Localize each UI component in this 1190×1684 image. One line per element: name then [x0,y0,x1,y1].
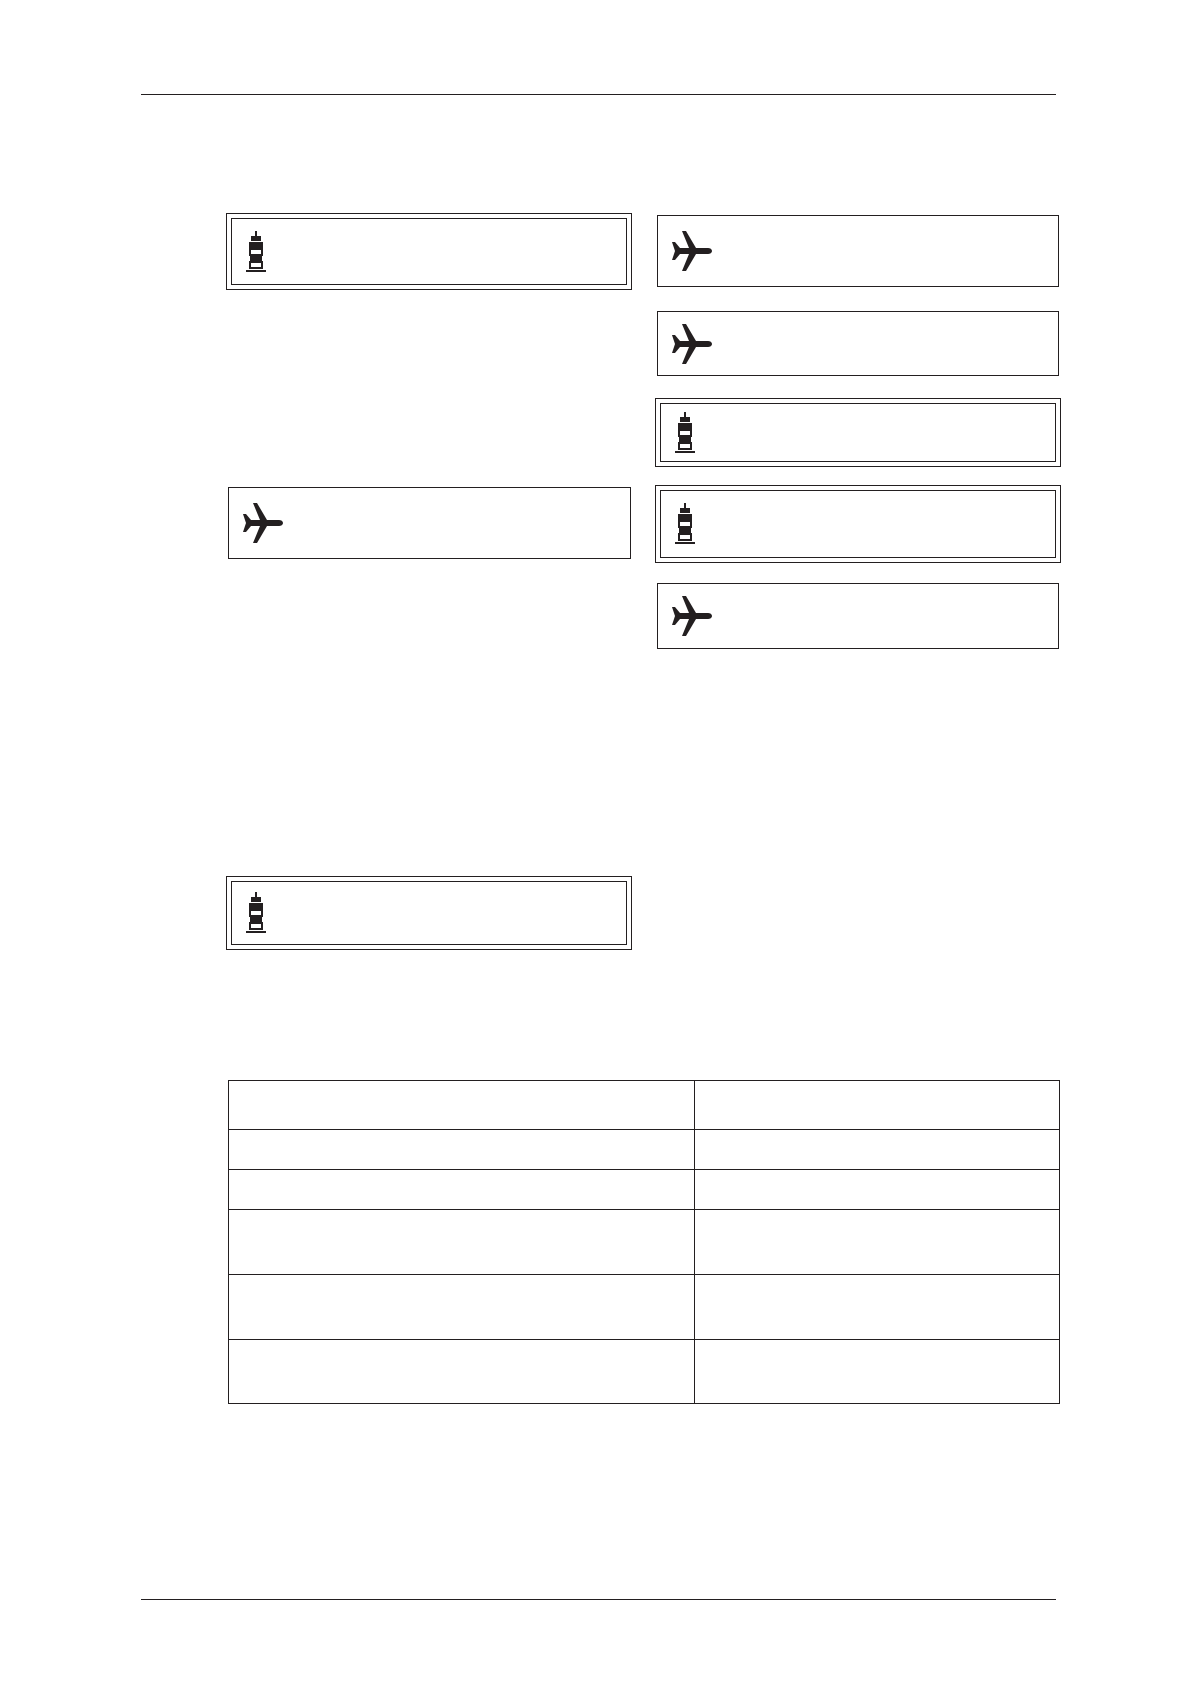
airplane-icon [672,229,712,273]
table-cell [229,1210,695,1275]
atc-message-box-2 [655,398,1061,467]
table-row [229,1275,1060,1340]
table-cell [229,1081,695,1130]
aircraft-message-box-1 [657,215,1059,287]
airplane-icon [672,594,712,638]
aircraft-message-box-3 [228,487,631,559]
table-cell [229,1170,695,1210]
atc-message-box-4 [226,876,632,950]
aircraft-message-box-2 [657,311,1059,376]
table-cell [695,1170,1060,1210]
reference-table [228,1080,1060,1404]
header-rule [141,94,1056,95]
box-inner-border [231,218,627,285]
table-row [229,1130,1060,1170]
table-row [229,1081,1060,1130]
table-cell [695,1275,1060,1340]
footer-rule [141,1599,1056,1600]
box-inner-border [660,403,1056,462]
table-cell [229,1340,695,1404]
table-cell [695,1340,1060,1404]
table-cell [695,1130,1060,1170]
airplane-icon [243,501,283,545]
aircraft-message-box-4 [657,583,1059,649]
atc-message-box-1 [226,213,632,290]
table-cell [695,1210,1060,1275]
table-cell [229,1130,695,1170]
control-tower-icon [674,503,696,545]
table-cell [695,1081,1060,1130]
table-row [229,1340,1060,1404]
control-tower-icon [674,412,696,454]
control-tower-icon [245,892,267,934]
airplane-icon [672,322,712,366]
box-inner-border [660,490,1056,558]
box-inner-border [231,881,627,945]
table-row [229,1210,1060,1275]
atc-message-box-3 [655,485,1061,563]
table-cell [229,1275,695,1340]
table-row [229,1170,1060,1210]
control-tower-icon [245,231,267,273]
